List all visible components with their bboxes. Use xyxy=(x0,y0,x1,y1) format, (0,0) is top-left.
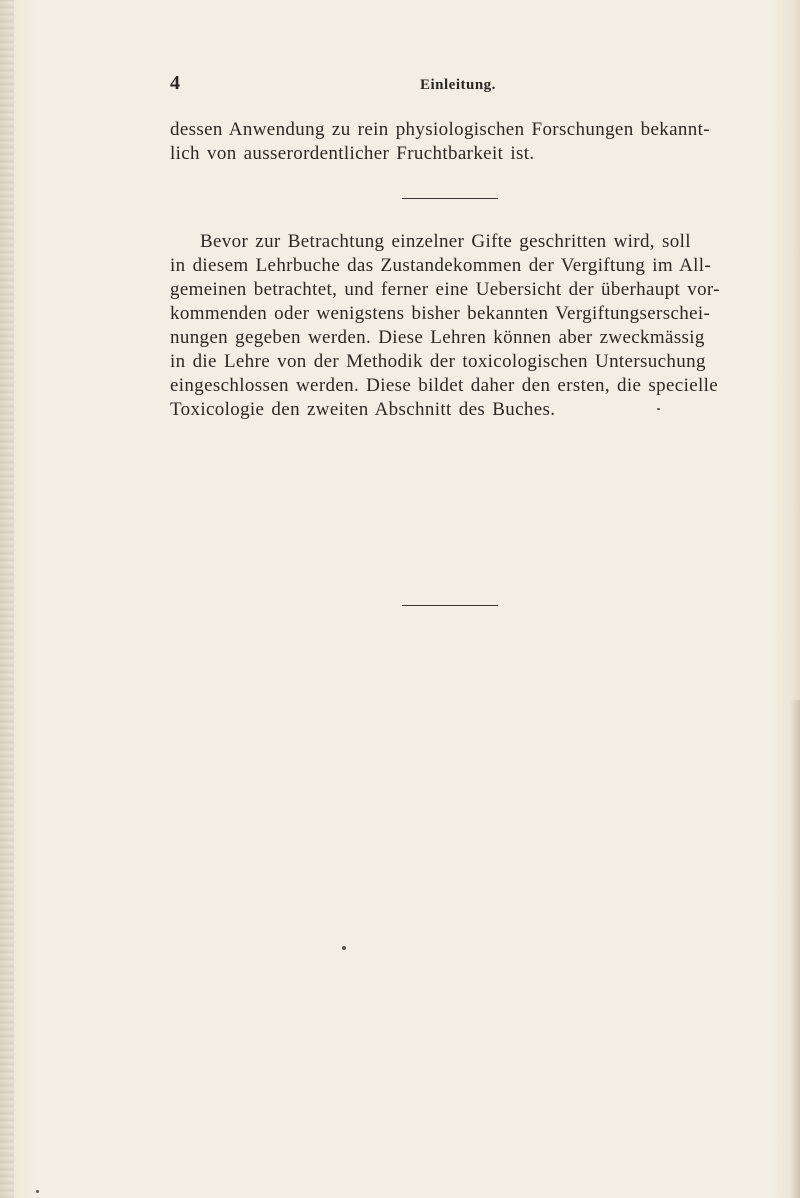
page-number: 4 xyxy=(170,72,180,94)
text-line: lich von ausserordentlicher Fruchtbarkeit ist. xyxy=(170,143,535,164)
text-line: in diesem Lehrbuche das Zustandekommen der Vergiftung im All- xyxy=(170,255,712,276)
text-line: eingeschlossen werden. Diese bildet daher den ersten, die specielle xyxy=(170,375,719,396)
paper-speck xyxy=(36,1190,39,1193)
text-line: in die Lehre von der Methodik der toxicologischen Untersuchung xyxy=(170,351,706,372)
text-line: Toxicologie den zweiten Abschnitt des Buches. xyxy=(170,399,556,420)
text-line: dessen Anwendung zu rein physiologischen Forschungen bekannt- xyxy=(170,119,710,140)
text-line: nungen gegeben werden. Diese Lehren können aber zweckmässig xyxy=(170,327,705,348)
section-divider xyxy=(402,605,498,606)
text-line: gemeinen betrachtet, und ferner eine Uebersicht der überhaupt vor- xyxy=(170,279,720,300)
text-line: Bevor zur Betrachtung einzelner Gifte geschritten wird, soll xyxy=(200,231,691,252)
running-head xyxy=(170,72,760,102)
page-edge-shadow xyxy=(790,700,800,1198)
paragraph-intro xyxy=(170,230,770,422)
chapter-title: Einleitung. xyxy=(420,77,496,93)
page-gutter-shadow xyxy=(0,0,14,1198)
text-line: kommenden oder wenigstens bisher bekannten Vergiftungserschei- xyxy=(170,303,711,324)
paper-speck xyxy=(657,408,660,410)
section-divider xyxy=(402,198,498,199)
paragraph-continuation xyxy=(170,118,770,166)
paper-speck xyxy=(342,946,346,950)
